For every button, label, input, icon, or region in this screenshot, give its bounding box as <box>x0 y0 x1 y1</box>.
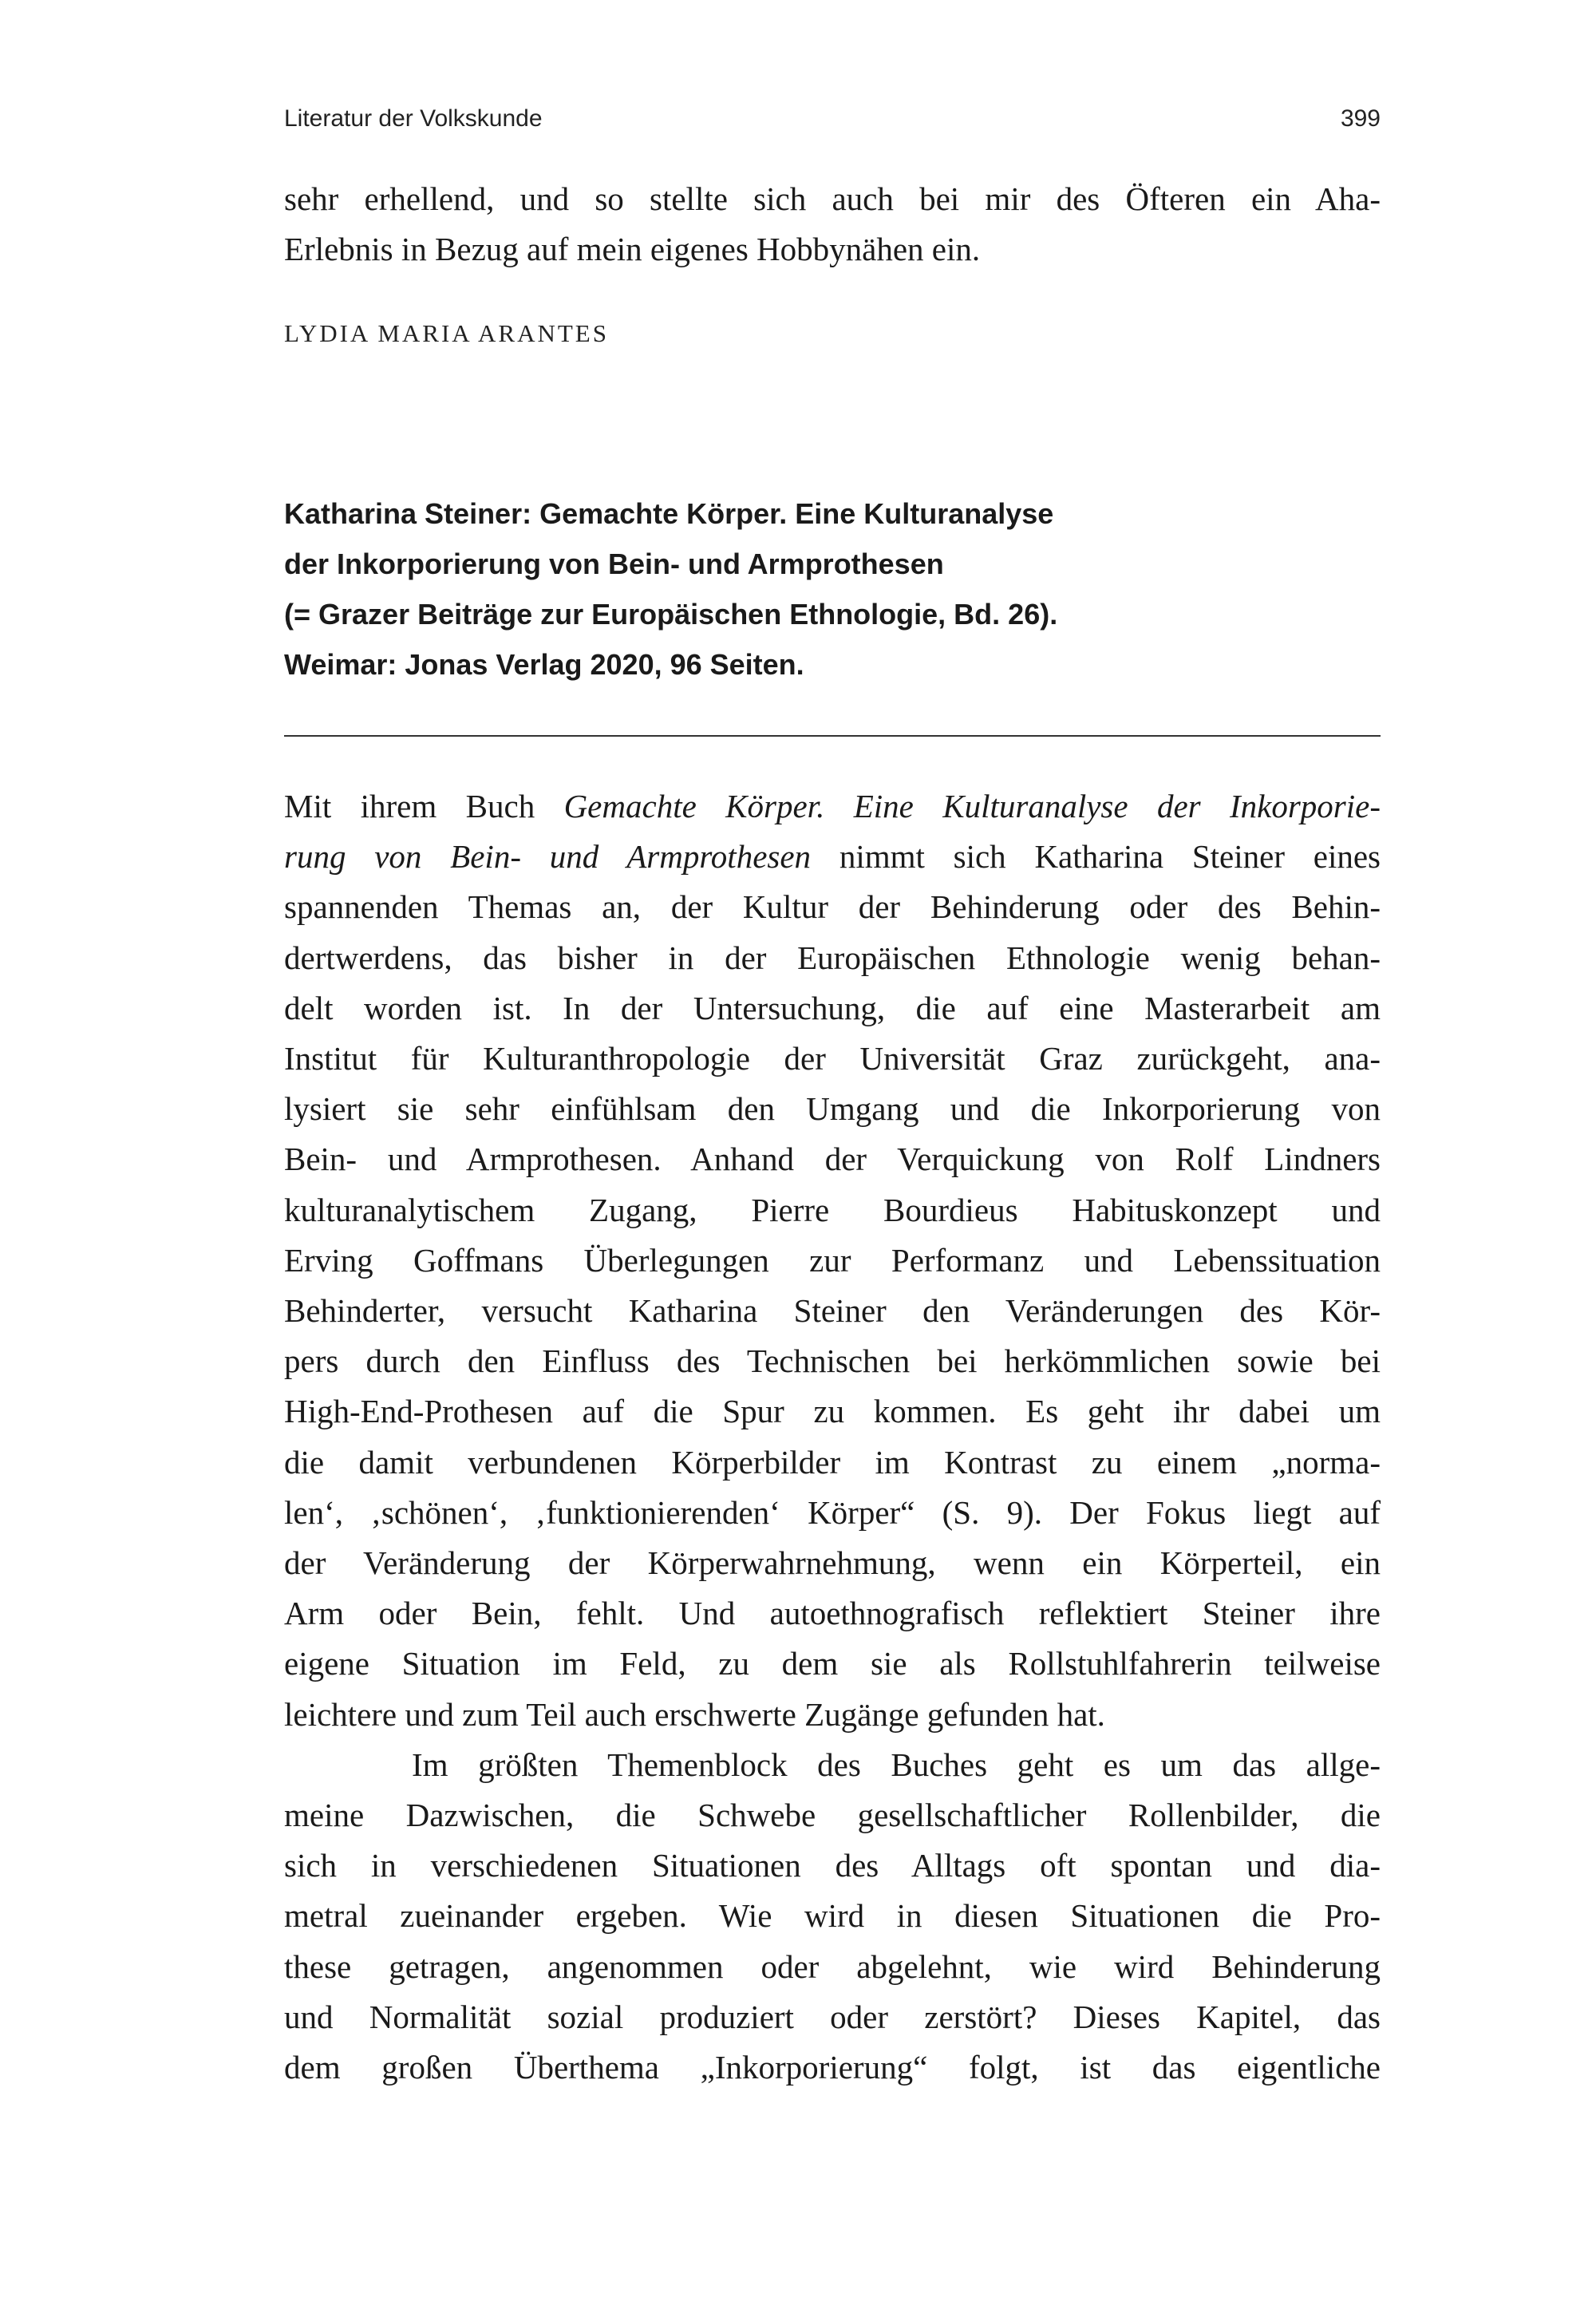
text-line <box>284 1997 1381 2037</box>
text-segment: sich in verschiedenen Situationen des Alltags oft spontan und dia- <box>284 1847 1381 1884</box>
text-segment: Im größten Themenblock des Buches geht es um das allge- <box>412 1746 1381 1783</box>
text-segment: sehr erhellend, und so stellte sich auch bei mir des Öfteren ein Aha- <box>284 180 1381 217</box>
text-line <box>284 1139 1381 1179</box>
text-line <box>284 938 1381 978</box>
text-segment: eigene Situation im Feld, zu dem sie als Rollstuhlfahrerin teilweise <box>284 1645 1381 1682</box>
text-line <box>284 1745 1381 1785</box>
text-segment: delt worden ist. In der Untersuchung, die auf eine Masterarbeit am <box>284 989 1381 1026</box>
divider-rule <box>284 735 1381 737</box>
text-line <box>284 887 1381 927</box>
text-segment: these getragen, angenommen oder abgelehnt, wie wird Behinderung <box>284 1947 1381 1985</box>
text-line <box>284 1845 1381 1885</box>
text-segment: len‘, ‚schönen‘, ‚funktionierenden‘ Körper“ (S. 9). Der Fokus liegt auf <box>284 1493 1381 1531</box>
text-line <box>284 229 1381 269</box>
text-segment: Erving Goffmans Überlegungen zur Performanz und Lebenssituation <box>284 1241 1381 1279</box>
text-segment: lysiert sie sehr einfühlsam den Umgang und die Inkorporierung von <box>284 1090 1381 1128</box>
review-title-line: Katharina Steiner: Gemachte Körper. Eine Kulturanalyse <box>284 497 1054 530</box>
text-segment: meine Dazwischen, die Schwebe gesellschaftlicher Rollenbilder, die <box>284 1797 1381 1833</box>
text-segment: nimmt sich Katharina Steiner eines <box>811 838 1381 876</box>
text-segment: und Normalität sozial produziert oder zerstört? Dieses Kapitel, das <box>284 1998 1381 2035</box>
page-number: 399 <box>1340 105 1381 132</box>
text-segment: Institut für Kulturanthropologie der Universität Graz zurückgeht, ana- <box>284 1040 1381 1077</box>
italic-book-title: Gemachte Körper. Eine Kulturanalyse der Inkorporie- <box>563 788 1381 824</box>
text-segment: High-End-Prothesen auf die Spur zu kommen. Es geht ihr dabei um <box>284 1393 1381 1430</box>
text-line <box>284 988 1381 1028</box>
text-line <box>284 1038 1381 1078</box>
running-head: Literatur der Volkskunde <box>284 105 543 132</box>
text-line <box>284 1593 1381 1633</box>
text-segment: kulturanalytischem Zugang, Pierre Bourdieus Habituskonzept und <box>284 1191 1381 1228</box>
text-segment: dertwerdens, das bisher in der Europäischen Ethnologie wenig behan- <box>284 939 1381 976</box>
text-segment: die damit verbundenen Körperbilder im Kontrast zu einem „norma- <box>284 1443 1381 1481</box>
text-segment: Mit ihrem Buch <box>284 788 564 824</box>
text-line <box>284 1896 1381 1935</box>
text-line <box>284 1089 1381 1129</box>
text-line <box>284 1341 1381 1381</box>
text-line <box>284 1947 1381 1987</box>
text-segment: dem großen Überthema „Inkorporierung“ folgt, ist das eigentliche <box>284 2049 1381 2086</box>
text-line <box>284 1795 1381 1835</box>
text-line <box>284 1442 1381 1482</box>
text-segment: Erlebnis in Bezug auf mein eigenes Hobbynähen ein. <box>284 231 981 267</box>
text-line <box>284 1643 1381 1683</box>
text-line <box>284 1493 1381 1532</box>
text-segment: Arm oder Bein, fehlt. Und autoethnografisch reflektiert Steiner ihre <box>284 1595 1381 1632</box>
text-line <box>284 2047 1381 2087</box>
review-title-line: (= Grazer Beiträge zur Europäischen Ethnologie, Bd. 26). <box>284 598 1058 631</box>
review-author: LYDIA MARIA ARANTES <box>284 319 609 347</box>
text-line <box>284 786 1381 826</box>
text-line <box>284 1391 1381 1431</box>
review-title-line: der Inkorporierung von Bein- und Armprothesen <box>284 548 944 580</box>
text-line <box>284 1543 1381 1583</box>
text-line <box>284 1694 1381 1734</box>
italic-book-title: rung von Bein- und Armprothesen <box>284 838 812 876</box>
review-title-line: Weimar: Jonas Verlag 2020, 96 Seiten. <box>284 648 804 681</box>
text-segment: Bein- und Armprothesen. Anhand der Verquickung von Rolf Lindners <box>284 1141 1381 1178</box>
text-segment: metral zueinander ergeben. Wie wird in diesen Situationen die Pro- <box>284 1897 1381 1935</box>
text-line <box>284 179 1381 219</box>
text-line <box>284 1291 1381 1330</box>
text-segment: spannenden Themas an, der Kultur der Behinderung oder des Behin- <box>284 888 1381 926</box>
text-segment: Behinderter, versucht Katharina Steiner den Veränderungen des Kör- <box>284 1292 1381 1329</box>
text-segment: leichtere und zum Teil auch erschwerte Zugänge gefunden hat. <box>284 1695 1105 1733</box>
text-line <box>284 836 1381 876</box>
text-segment: pers durch den Einfluss des Technischen bei herkömmlichen sowie bei <box>284 1342 1381 1380</box>
text-line <box>284 1190 1381 1230</box>
text-line <box>284 1240 1381 1280</box>
text-segment: der Veränderung der Körperwahrnehmung, wenn ein Körperteil, ein <box>284 1544 1381 1581</box>
